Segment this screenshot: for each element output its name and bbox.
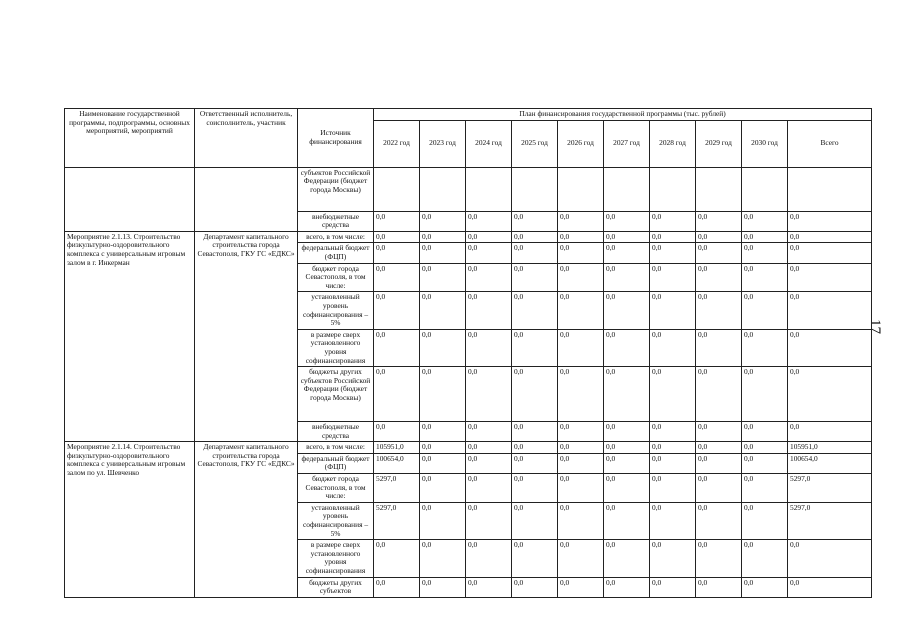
value-cell: 0,0 — [420, 502, 466, 539]
source-cell: в размере сверх установленного уровня софинансирования — [298, 329, 374, 366]
source-cell: субъектов Российской Федерации (бюджет города Москвы) — [298, 167, 374, 211]
value-cell: 0,0 — [742, 474, 788, 503]
value-cell: 0,0 — [696, 231, 742, 243]
source-cell: бюджеты других субъектов — [298, 577, 374, 597]
value-cell: 0,0 — [466, 292, 512, 329]
activity-name-cell: Мероприятие 2.1.13. Строительство физкультурно-оздоровительного комплекса с универсальным игровым залом в г. Инкерман — [65, 231, 195, 442]
value-cell: 0,0 — [420, 329, 466, 366]
value-cell: 0,0 — [604, 292, 650, 329]
value-cell: 0,0 — [374, 540, 420, 577]
value-cell: 0,0 — [558, 211, 604, 231]
source-cell: бюджет города Севастополя, в том числе: — [298, 263, 374, 292]
value-cell: 0,0 — [650, 474, 696, 503]
executor-cell: Департамент капитального строительства города Севастополя, ГКУ ГС «ЕДКС» — [195, 442, 298, 598]
value-cell: 0,0 — [650, 263, 696, 292]
value-cell — [696, 167, 742, 211]
value-cell: 0,0 — [604, 422, 650, 442]
source-cell: установленный уровень софинансирования – 5% — [298, 502, 374, 539]
source-cell: внебюджетные средства — [298, 211, 374, 231]
total-value-cell: 0,0 — [788, 329, 872, 366]
value-cell: 5297,0 — [374, 502, 420, 539]
value-cell: 0,0 — [512, 540, 558, 577]
value-cell: 0,0 — [374, 367, 420, 422]
value-cell: 0,0 — [558, 502, 604, 539]
total-value-cell: 0,0 — [788, 292, 872, 329]
year-header: 2030 год — [742, 120, 788, 167]
value-cell: 0,0 — [650, 453, 696, 473]
total-value-cell: 5297,0 — [788, 502, 872, 539]
value-cell: 0,0 — [650, 211, 696, 231]
value-cell: 0,0 — [650, 367, 696, 422]
value-cell: 0,0 — [696, 263, 742, 292]
value-cell: 5297,0 — [374, 474, 420, 503]
value-cell: 0,0 — [696, 474, 742, 503]
table-row — [65, 231, 872, 243]
value-cell: 0,0 — [558, 453, 604, 473]
total-value-cell: 0,0 — [788, 540, 872, 577]
value-cell: 0,0 — [604, 243, 650, 263]
value-cell: 0,0 — [650, 577, 696, 597]
year-header: 2027 год — [604, 120, 650, 167]
value-cell — [466, 167, 512, 211]
value-cell: 0,0 — [604, 367, 650, 422]
value-cell: 0,0 — [650, 329, 696, 366]
value-cell: 0,0 — [466, 211, 512, 231]
value-cell: 0,0 — [466, 502, 512, 539]
value-cell: 0,0 — [512, 442, 558, 454]
header-plan: План финансирования государственной программы (тыс. рублей) — [374, 109, 872, 121]
header-source: Источник финансирования — [298, 109, 374, 168]
value-cell: 0,0 — [512, 329, 558, 366]
value-cell: 0,0 — [466, 442, 512, 454]
value-cell: 0,0 — [512, 263, 558, 292]
value-cell: 0,0 — [696, 211, 742, 231]
executor-cell: Департамент капитального строительства города Севастополя, ГКУ ГС «ЕДКС» — [195, 231, 298, 442]
value-cell: 0,0 — [512, 231, 558, 243]
value-cell: 0,0 — [512, 453, 558, 473]
source-cell: установленный уровень софинансирования – 5% — [298, 292, 374, 329]
value-cell: 0,0 — [466, 453, 512, 473]
page-number: 17 — [867, 319, 883, 334]
value-cell: 0,0 — [466, 231, 512, 243]
total-value-cell: 0,0 — [788, 577, 872, 597]
value-cell: 0,0 — [742, 540, 788, 577]
value-cell: 0,0 — [558, 474, 604, 503]
value-cell: 0,0 — [374, 243, 420, 263]
value-cell: 0,0 — [742, 453, 788, 473]
executor-cell — [195, 167, 298, 231]
value-cell: 0,0 — [742, 367, 788, 422]
year-header: 2022 год — [374, 120, 420, 167]
value-cell: 0,0 — [420, 367, 466, 422]
value-cell: 0,0 — [420, 453, 466, 473]
source-cell: внебюджетные средства — [298, 422, 374, 442]
value-cell: 0,0 — [742, 422, 788, 442]
source-cell: бюджеты других субъектов Российской Федерации (бюджет города Москвы) — [298, 367, 374, 422]
value-cell: 0,0 — [604, 231, 650, 243]
value-cell: 0,0 — [604, 540, 650, 577]
value-cell: 0,0 — [420, 422, 466, 442]
value-cell: 0,0 — [420, 263, 466, 292]
value-cell: 0,0 — [420, 243, 466, 263]
year-header: 2023 год — [420, 120, 466, 167]
value-cell: 0,0 — [558, 243, 604, 263]
value-cell — [742, 167, 788, 211]
financing-table — [64, 108, 872, 598]
value-cell: 0,0 — [696, 422, 742, 442]
value-cell: 0,0 — [420, 442, 466, 454]
value-cell: 0,0 — [558, 422, 604, 442]
value-cell: 0,0 — [466, 263, 512, 292]
value-cell: 100654,0 — [374, 453, 420, 473]
value-cell: 0,0 — [558, 231, 604, 243]
value-cell: 105951,0 — [374, 442, 420, 454]
header-name: Наименование государственной программы, подпрограммы, основных мероприятий, мероприятий — [65, 109, 195, 168]
source-cell: федеральный бюджет (ФЦП) — [298, 243, 374, 263]
value-cell: 0,0 — [650, 540, 696, 577]
value-cell: 0,0 — [650, 231, 696, 243]
value-cell: 0,0 — [558, 329, 604, 366]
value-cell: 0,0 — [466, 474, 512, 503]
value-cell: 0,0 — [650, 442, 696, 454]
total-value-cell: 0,0 — [788, 231, 872, 243]
total-value-cell: 100654,0 — [788, 453, 872, 473]
value-cell — [374, 167, 420, 211]
value-cell — [650, 167, 696, 211]
source-cell: всего, в том числе: — [298, 231, 374, 243]
value-cell: 0,0 — [742, 329, 788, 366]
value-cell: 0,0 — [512, 243, 558, 263]
year-header: 2028 год — [650, 120, 696, 167]
source-cell: в размере сверх установленного уровня софинансирования — [298, 540, 374, 577]
total-header: Всего — [788, 120, 872, 167]
value-cell: 0,0 — [604, 577, 650, 597]
value-cell: 0,0 — [604, 263, 650, 292]
table-header — [65, 109, 872, 168]
value-cell — [420, 167, 466, 211]
total-value-cell — [788, 167, 872, 211]
value-cell: 0,0 — [512, 292, 558, 329]
value-cell: 0,0 — [696, 292, 742, 329]
value-cell: 0,0 — [466, 577, 512, 597]
value-cell: 0,0 — [742, 442, 788, 454]
value-cell: 0,0 — [466, 367, 512, 422]
value-cell: 0,0 — [420, 577, 466, 597]
value-cell: 0,0 — [374, 292, 420, 329]
year-header: 2029 год — [696, 120, 742, 167]
total-value-cell: 5297,0 — [788, 474, 872, 503]
value-cell: 0,0 — [696, 442, 742, 454]
value-cell: 0,0 — [696, 540, 742, 577]
value-cell: 0,0 — [742, 211, 788, 231]
value-cell: 0,0 — [512, 422, 558, 442]
value-cell: 0,0 — [696, 453, 742, 473]
value-cell: 0,0 — [374, 422, 420, 442]
value-cell: 0,0 — [466, 540, 512, 577]
value-cell: 0,0 — [558, 540, 604, 577]
year-header: 2024 год — [466, 120, 512, 167]
value-cell — [512, 167, 558, 211]
source-cell: всего, в том числе: — [298, 442, 374, 454]
value-cell: 0,0 — [374, 211, 420, 231]
total-value-cell: 0,0 — [788, 243, 872, 263]
value-cell: 0,0 — [742, 577, 788, 597]
value-cell: 0,0 — [512, 367, 558, 422]
value-cell: 0,0 — [604, 474, 650, 503]
value-cell: 0,0 — [696, 502, 742, 539]
value-cell: 0,0 — [420, 211, 466, 231]
value-cell: 0,0 — [742, 263, 788, 292]
value-cell: 0,0 — [374, 577, 420, 597]
value-cell: 0,0 — [696, 577, 742, 597]
value-cell: 0,0 — [650, 422, 696, 442]
table-row — [65, 167, 872, 211]
value-cell: 0,0 — [742, 231, 788, 243]
value-cell: 0,0 — [374, 329, 420, 366]
total-value-cell: 0,0 — [788, 263, 872, 292]
value-cell: 0,0 — [420, 292, 466, 329]
value-cell: 0,0 — [374, 263, 420, 292]
value-cell: 0,0 — [420, 474, 466, 503]
table-body — [65, 167, 872, 597]
value-cell: 0,0 — [604, 329, 650, 366]
value-cell: 0,0 — [696, 367, 742, 422]
value-cell: 0,0 — [650, 243, 696, 263]
value-cell: 0,0 — [742, 502, 788, 539]
value-cell: 0,0 — [604, 442, 650, 454]
value-cell: 0,0 — [374, 231, 420, 243]
activity-name-cell — [65, 167, 195, 231]
value-cell: 0,0 — [512, 502, 558, 539]
value-cell — [604, 167, 650, 211]
value-cell: 0,0 — [558, 577, 604, 597]
source-cell: федеральный бюджет (ФЦП) — [298, 453, 374, 473]
value-cell: 0,0 — [558, 367, 604, 422]
value-cell: 0,0 — [512, 211, 558, 231]
value-cell: 0,0 — [696, 243, 742, 263]
value-cell: 0,0 — [604, 502, 650, 539]
header-executor: Ответственный исполнитель, соисполнитель, участник — [195, 109, 298, 168]
value-cell: 0,0 — [650, 502, 696, 539]
year-header: 2025 год — [512, 120, 558, 167]
value-cell: 0,0 — [558, 263, 604, 292]
total-value-cell: 0,0 — [788, 367, 872, 422]
value-cell: 0,0 — [466, 422, 512, 442]
value-cell — [558, 167, 604, 211]
source-cell: бюджет города Севастополя, в том числе: — [298, 474, 374, 503]
value-cell: 0,0 — [466, 243, 512, 263]
total-value-cell: 0,0 — [788, 422, 872, 442]
value-cell: 0,0 — [696, 329, 742, 366]
value-cell: 0,0 — [512, 474, 558, 503]
activity-name-cell: Мероприятие 2.1.14. Строительство физкультурно-оздоровительного комплекса с универсальным игровым залом по ул. Шевченко — [65, 442, 195, 598]
table-row — [65, 442, 872, 454]
total-value-cell: 105951,0 — [788, 442, 872, 454]
total-value-cell: 0,0 — [788, 211, 872, 231]
value-cell: 0,0 — [420, 540, 466, 577]
value-cell: 0,0 — [420, 231, 466, 243]
value-cell: 0,0 — [558, 292, 604, 329]
value-cell: 0,0 — [742, 292, 788, 329]
value-cell: 0,0 — [466, 329, 512, 366]
value-cell: 0,0 — [742, 243, 788, 263]
value-cell: 0,0 — [512, 577, 558, 597]
value-cell: 0,0 — [558, 442, 604, 454]
year-header: 2026 год — [558, 120, 604, 167]
value-cell: 0,0 — [604, 453, 650, 473]
value-cell: 0,0 — [650, 292, 696, 329]
value-cell: 0,0 — [604, 211, 650, 231]
